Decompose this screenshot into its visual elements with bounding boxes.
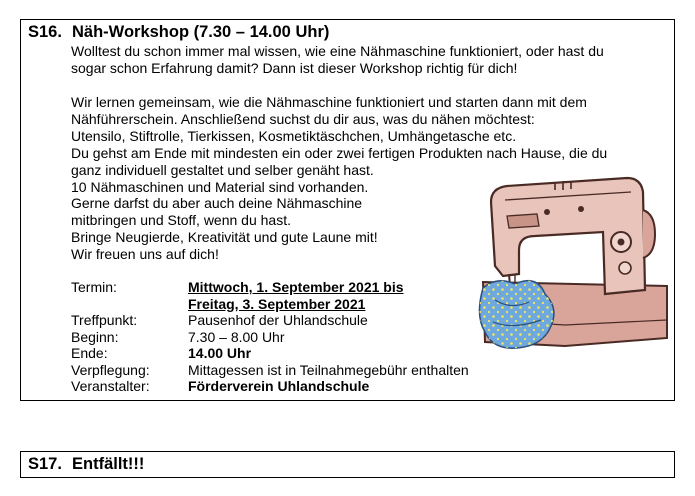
verpflegung-label: Verpflegung: <box>71 361 150 378</box>
workshop-box-s17 <box>20 451 675 478</box>
description-line: Wir freuen uns auf dich! <box>71 246 219 263</box>
description-line: mitbringen und Stoff, wenn du hast. <box>71 212 291 229</box>
description-line: ganz individuell gestaltet und selber genäht hast. <box>71 161 374 178</box>
termin-value-start: Mittwoch, 1. September 2021 bis <box>188 279 404 295</box>
description-line: Du gehst am Ende mit mindesten ein oder zwei fertigen Produkten nach Hause, die du <box>71 144 608 161</box>
treffpunkt-label: Treffpunkt: <box>71 312 138 328</box>
description-line: Gerne darfst du aber auch deine Nähmaschine <box>71 195 363 212</box>
termin-row <box>71 279 469 296</box>
beginn-row <box>71 329 469 346</box>
workshop-box-s16 <box>20 19 675 401</box>
termin-label: Termin: <box>71 279 117 295</box>
description-line: Utensilo, Stiftrolle, Tierkissen, Kosmetiktäschchen, Umhängetasche etc. <box>71 127 517 144</box>
treffpunkt-value: Pausenhof der Uhlandschule <box>188 312 368 328</box>
beginn-label: Beginn: <box>71 328 119 345</box>
ende-row <box>71 345 469 362</box>
workshop-details <box>71 279 469 395</box>
intro-line: Wolltest du schon immer mal wissen, wie eine Nähmaschine funktioniert, oder hast du <box>71 43 604 59</box>
veranstalter-row <box>71 378 469 395</box>
description-line: 10 Nähmaschinen und Material sind vorhanden. <box>71 178 369 195</box>
cancelled-title: Entfällt!!! <box>72 455 145 473</box>
workshop-heading <box>28 23 329 42</box>
intro-line: sogar schon Erfahrung damit? Dann ist dieser Workshop richtig für dich! <box>71 59 518 76</box>
termin-value-end: Freitag, 3. September 2021 <box>188 295 366 312</box>
veranstalter-label: Veranstalter: <box>71 378 150 394</box>
description-line: Wir lernen gemeinsam, wie die Nähmaschine funktioniert und starten dann mit dem <box>71 94 587 110</box>
workshop-title: Näh-Workshop (7.30 – 14.00 Uhr) <box>72 23 330 41</box>
ende-label: Ende: <box>71 345 108 361</box>
veranstalter-value: Förderverein Uhlandschule <box>188 378 370 394</box>
description-line: Nähführerschein. Anschließend suchst du dir aus, was du nähen möchtest: <box>71 110 535 127</box>
termin-row-continued <box>71 296 469 313</box>
verpflegung-row <box>71 362 469 379</box>
cancelled-heading <box>28 455 144 474</box>
intro-paragraph <box>71 43 604 77</box>
ende-value: 14.00 Uhr <box>188 345 252 361</box>
cancelled-code: S17. <box>28 455 62 473</box>
workshop-code: S16. <box>28 23 62 41</box>
treffpunkt-row <box>71 312 469 329</box>
description-line: Bringe Neugierde, Kreativität und gute Laune mit! <box>71 229 378 246</box>
beginn-value: 7.30 – 8.00 Uhr <box>188 328 285 345</box>
sewing-machine-icon <box>455 170 669 352</box>
verpflegung-value: Mittagessen ist in Teilnahmegebühr enthalten <box>188 361 469 378</box>
